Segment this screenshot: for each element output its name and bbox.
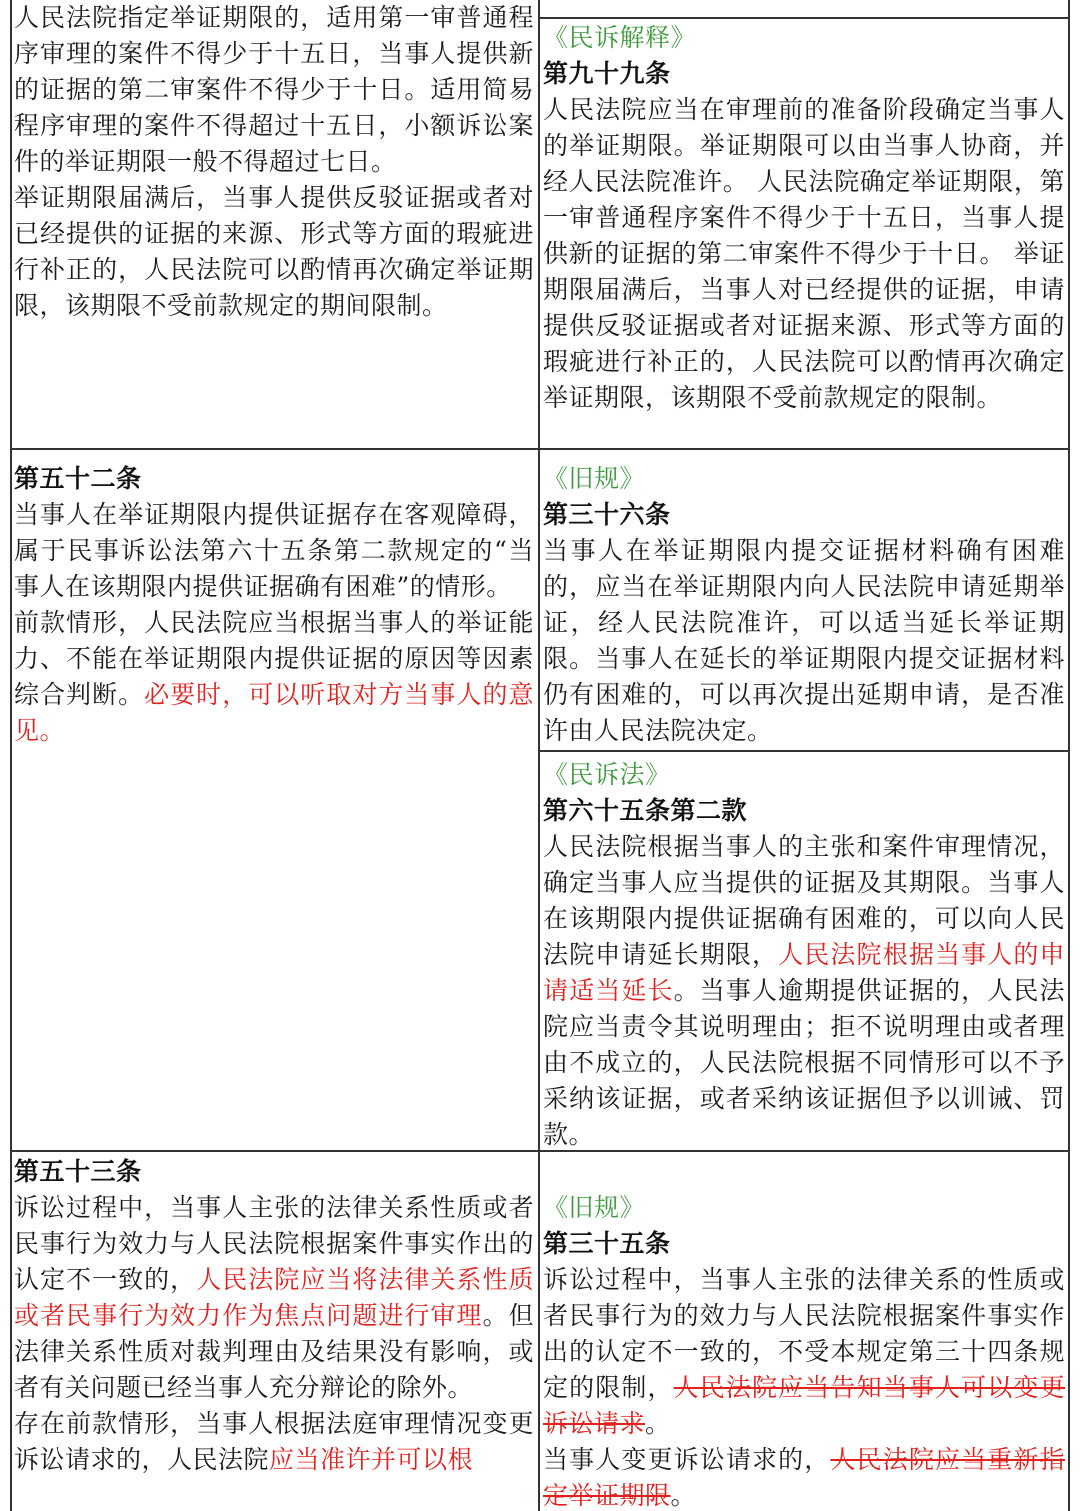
row2-left-cell <box>14 461 534 1147</box>
article-text <box>543 1262 1065 1442</box>
text-segment: 当事人变更诉讼请求的， <box>543 1445 831 1474</box>
row2-right-cell-old <box>543 461 1065 749</box>
table-left-border <box>10 0 12 1511</box>
row-divider <box>538 17 1070 19</box>
added-text-highlight: 应当准许并可以根 <box>269 1445 474 1474</box>
article-heading: 第三十五条 <box>543 1229 671 1258</box>
row-divider <box>538 750 1070 752</box>
text-segment: 诉讼过程中，当事人主张的法律关系的性质或者民事行为的效力与人民法院根据案件事实作出的认定不一致的，不受本规定第三十四条规定的限制， <box>543 1265 1065 1402</box>
text-segment: 人民法院根据当事人的主张和案件审理情况，确定当事人应当提供的证据及其期限。当事人在该期限内提供证据确有困难的，可以向人民法院申请延长期限， <box>543 832 1065 969</box>
article-heading: 第五十二条 <box>14 464 142 493</box>
article-text <box>543 1442 1065 1511</box>
new-rule-paragraph <box>14 1406 534 1478</box>
row3-left-cell <box>14 1154 534 1511</box>
text-segment: 。 <box>670 1481 697 1510</box>
row1-right-cell <box>543 20 1065 448</box>
new-rule-paragraph <box>14 605 534 749</box>
article-text <box>543 829 1065 1149</box>
text-segment: 诉讼过程中，当事人主张的法律关系性质或者民事行为效力与人民法院根据案件事实作出的认定不一致的， <box>14 1193 534 1294</box>
article-heading: 第六十五条第二款 <box>543 796 748 825</box>
table-middle-divider <box>538 0 540 1511</box>
text-segment: 。 <box>645 1409 671 1438</box>
new-rule-paragraph: 举证期限届满后，当事人提供反驳证据或者对已经提供的证据的来源、形式等方面的瑕疵进行补正的，人民法院可以酌情再次确定举证期限，该期限不受前款规定的期间限制。 <box>14 183 534 320</box>
deleted-text: 人民法院应当重新指定举证期限 <box>543 1445 1065 1510</box>
text-segment: 存在前款情形，当事人根据法庭审理情况变更诉讼请求的，人民法院 <box>14 1409 534 1474</box>
article-heading: 第九十九条 <box>543 59 671 88</box>
highlight-text: 人民法院根据当事人的申请适当延长 <box>543 940 1065 1005</box>
added-text-highlight: 人民法院应当将法律关系性质或者民事行为效力作为焦点问题进行审理 <box>14 1265 534 1330</box>
article-heading: 第三十六条 <box>543 500 671 529</box>
table-right-border <box>1068 0 1070 1511</box>
source-label: 《民诉解释》 <box>543 23 697 52</box>
text-segment: 。但法律关系性质对裁判理由及结果没有影响，或者有关问题已经当事人充分辩论的除外。 <box>14 1301 534 1402</box>
row2-right-cell-law <box>543 757 1065 1149</box>
source-label: 《旧规》 <box>543 1193 646 1222</box>
paragraph-text: 前款情形，人民法院应当根据当事人的举证能力、不能在举证期限内提供证据的原因等因素综合判断。 <box>14 608 534 709</box>
article-text: 当事人在举证期限内提交证据材料确有困难的，应当在举证期限内向人民法院申请延期举证，经人民法院准许，可以适当延长举证期限。当事人在延长的举证期限内提交证据材料仍有困难的，可以再次提出延期申请，是否准许由人民法院决定。 <box>543 536 1065 745</box>
deleted-text: 人民法院应当告知当事人可以变更诉讼请求 <box>543 1373 1065 1438</box>
source-label: 《民诉法》 <box>543 760 671 789</box>
new-rule-paragraph: 人民法院指定举证期限的，适用第一审普通程序审理的案件不得少于十五日，当事人提供新的证据的第二审案件不得少于十日。适用简易程序审理的案件不得超过十五日，小额诉讼案件的举证期限一般不得超过七日。 <box>14 3 534 176</box>
source-label: 《旧规》 <box>543 464 646 493</box>
article-heading: 第五十三条 <box>14 1157 142 1186</box>
row-divider <box>10 448 1070 450</box>
new-rule-paragraph <box>14 1190 534 1406</box>
row-divider <box>10 1150 1070 1152</box>
row3-right-cell <box>543 1190 1065 1511</box>
row1-left-cell <box>14 0 534 446</box>
article-text: 人民法院应当在审理前的准备阶段确定当事人的举证期限。举证期限可以由当事人协商，并经人民法院准许。 人民法院确定举证期限，第一审普通程序案件不得少于十五日，当事人提供新的证据的第二审案件不得少于十日。 举证期限届满后，当事人对已经提供的证据，申请提供反驳证据或者对证据来源、形式等方面的瑕疵进行补正的，人民法院可以酌情再次确定举证期限，该期限不受前款规定的限制。 <box>543 95 1065 412</box>
new-rule-paragraph: 当事人在举证期限内提供证据存在客观障碍，属于民事诉讼法第六十五条第二款规定的“当事人在该期限内提供证据确有困难”的情形。 <box>14 500 534 601</box>
added-text-highlight: 必要时，可以听取对方当事人的意见。 <box>14 680 534 745</box>
text-segment: 。当事人逾期提供证据的，人民法院应当责令其说明理由；拒不说明理由或者理由不成立的，人民法院根据不同情形可以不予采纳该证据，或者采纳该证据但予以训诫、罚款。 <box>543 976 1065 1149</box>
